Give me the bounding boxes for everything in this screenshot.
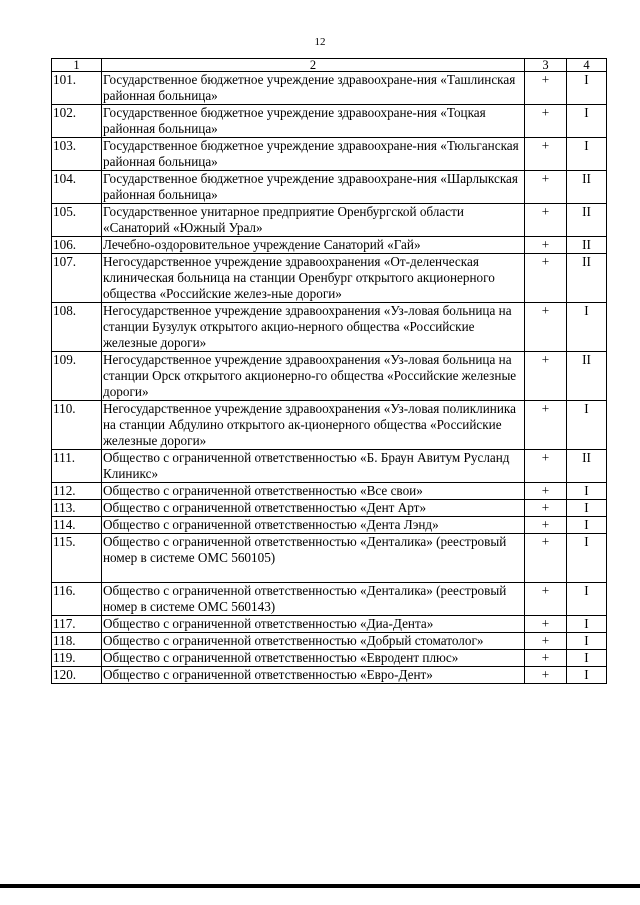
organization-name: Общество с ограниченной ответственностью «Евродент плюс» (102, 650, 525, 667)
organization-name: Государственное бюджетное учреждение здравоохране-ния «Ташлинская районная больница» (102, 72, 525, 105)
inclusion-mark: + (525, 517, 567, 534)
inclusion-mark: + (525, 633, 567, 650)
organization-name: Государственное бюджетное учреждение здравоохране-ния «Тоцкая районная больница» (102, 105, 525, 138)
organization-name: Лечебно-оздоровительное учреждение Санаторий «Гай» (102, 237, 525, 254)
header-col-1: 1 (52, 59, 102, 72)
table-row (52, 303, 607, 352)
organization-name: Общество с ограниченной ответственностью «Дента Лэнд» (102, 517, 525, 534)
category-level: I (567, 500, 607, 517)
table-row (52, 352, 607, 401)
header-col-4: 4 (567, 59, 607, 72)
row-number: 107. (52, 254, 102, 303)
category-level: II (567, 254, 607, 303)
organization-name: Общество с ограниченной ответственностью «Все свои» (102, 483, 525, 500)
organization-name: Общество с ограниченной ответственностью «Добрый стоматолог» (102, 633, 525, 650)
row-number: 115. (52, 534, 102, 583)
organization-name: Общество с ограниченной ответственностью «Евро-Дент» (102, 667, 525, 684)
row-number: 108. (52, 303, 102, 352)
row-number: 106. (52, 237, 102, 254)
category-level: I (567, 303, 607, 352)
organization-name: Общество с ограниченной ответственностью «Денталика» (реестровый номер в системе ОМС 560143) (102, 583, 525, 616)
row-number: 102. (52, 105, 102, 138)
inclusion-mark: + (525, 72, 567, 105)
organization-name: Государственное унитарное предприятие Оренбургской области «Санаторий «Южный Урал» (102, 204, 525, 237)
category-level: II (567, 171, 607, 204)
table-row (52, 401, 607, 450)
category-level: I (567, 138, 607, 171)
table-row (52, 254, 607, 303)
inclusion-mark: + (525, 254, 567, 303)
inclusion-mark: + (525, 204, 567, 237)
category-level: I (567, 616, 607, 633)
organization-name: Негосударственное учреждение здравоохранения «Уз-ловая больница на станции Бузулук открытого акцио-нерного общества «Российские железные дороги» (102, 303, 525, 352)
inclusion-mark: + (525, 237, 567, 254)
row-number: 109. (52, 352, 102, 401)
table-row (52, 517, 607, 534)
bottom-rule (0, 884, 640, 888)
category-level: I (567, 583, 607, 616)
category-level: I (567, 105, 607, 138)
inclusion-mark: + (525, 450, 567, 483)
row-number: 114. (52, 517, 102, 534)
table-row (52, 583, 607, 616)
row-number: 119. (52, 650, 102, 667)
registry-table (51, 58, 607, 684)
header-col-2: 2 (102, 59, 525, 72)
organization-name: Негосударственное учреждение здравоохранения «Уз-ловая поликлиника на станции Абдулино открытого ак-ционерного общества «Российские железные дороги» (102, 401, 525, 450)
table-row (52, 138, 607, 171)
inclusion-mark: + (525, 483, 567, 500)
table-row (52, 633, 607, 650)
category-level: I (567, 72, 607, 105)
row-number: 116. (52, 583, 102, 616)
inclusion-mark: + (525, 138, 567, 171)
organization-name: Негосударственное учреждение здравоохранения «Уз-ловая больница на станции Орск открытого акционерно-го общества «Российские железные дороги» (102, 352, 525, 401)
category-level: I (567, 483, 607, 500)
table-row (52, 534, 607, 583)
category-level: I (567, 401, 607, 450)
row-number: 118. (52, 633, 102, 650)
inclusion-mark: + (525, 667, 567, 684)
category-level: I (567, 650, 607, 667)
inclusion-mark: + (525, 583, 567, 616)
row-number: 101. (52, 72, 102, 105)
table-row (52, 204, 607, 237)
table-row (52, 171, 607, 204)
table-row (52, 667, 607, 684)
inclusion-mark: + (525, 650, 567, 667)
table-row (52, 237, 607, 254)
table-row (52, 616, 607, 633)
category-level: II (567, 237, 607, 254)
row-number: 105. (52, 204, 102, 237)
table-row (52, 650, 607, 667)
category-level: I (567, 517, 607, 534)
inclusion-mark: + (525, 534, 567, 583)
row-number: 113. (52, 500, 102, 517)
organization-name: Общество с ограниченной ответственностью «Денталика» (реестровый номер в системе ОМС 560105) (102, 534, 525, 583)
organization-name: Общество с ограниченной ответственностью «Дент Арт» (102, 500, 525, 517)
row-number: 110. (52, 401, 102, 450)
inclusion-mark: + (525, 171, 567, 204)
inclusion-mark: + (525, 500, 567, 517)
row-number: 120. (52, 667, 102, 684)
table-row (52, 483, 607, 500)
category-level: II (567, 204, 607, 237)
inclusion-mark: + (525, 616, 567, 633)
organization-name: Государственное бюджетное учреждение здравоохране-ния «Тюльганская районная больница» (102, 138, 525, 171)
header-row (52, 59, 607, 72)
page-number: 12 (314, 36, 326, 48)
table-row (52, 72, 607, 105)
table-row (52, 450, 607, 483)
category-level: II (567, 450, 607, 483)
category-level: I (567, 633, 607, 650)
header-col-3: 3 (525, 59, 567, 72)
organization-name: Государственное бюджетное учреждение здравоохране-ния «Шарлыкская районная больница» (102, 171, 525, 204)
row-number: 112. (52, 483, 102, 500)
row-number: 117. (52, 616, 102, 633)
organization-name: Общество с ограниченной ответственностью «Диа-Дента» (102, 616, 525, 633)
category-level: I (567, 534, 607, 583)
row-number: 103. (52, 138, 102, 171)
table-row (52, 105, 607, 138)
row-number: 104. (52, 171, 102, 204)
inclusion-mark: + (525, 303, 567, 352)
table-row (52, 500, 607, 517)
organization-name: Общество с ограниченной ответственностью «Б. Браун Авитум Русланд Клиникс» (102, 450, 525, 483)
category-level: II (567, 352, 607, 401)
organization-name: Негосударственное учреждение здравоохранения «От-деленческая клиническая больница на станции Оренбург открытого акционерного общества «Российские желез-ные дороги» (102, 254, 525, 303)
inclusion-mark: + (525, 105, 567, 138)
category-level: I (567, 667, 607, 684)
row-number: 111. (52, 450, 102, 483)
inclusion-mark: + (525, 352, 567, 401)
inclusion-mark: + (525, 401, 567, 450)
